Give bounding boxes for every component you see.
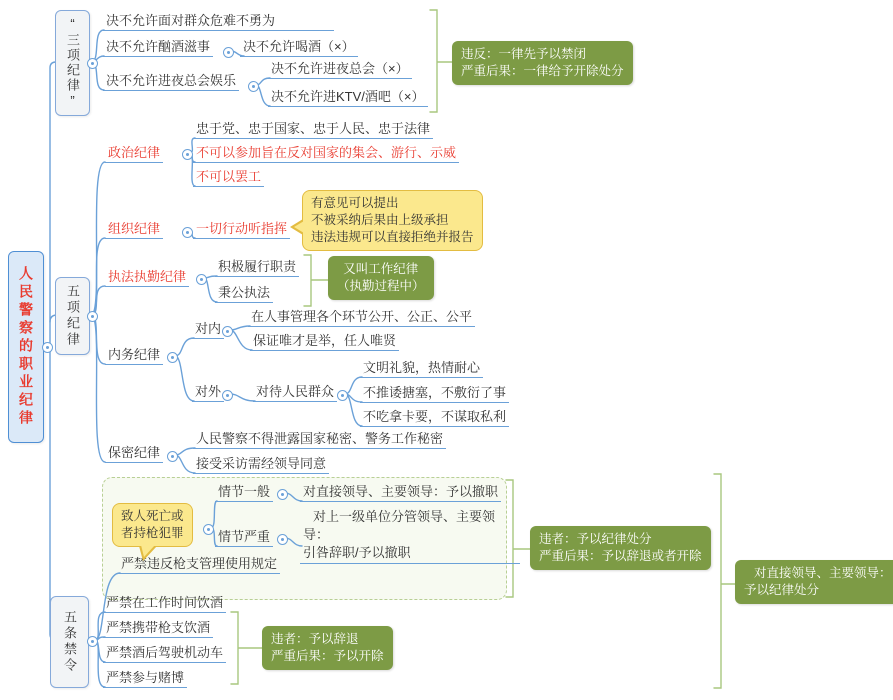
callout-org-notes[interactable] bbox=[302, 190, 483, 251]
topic-obey-commands[interactable]: 一切行动听指挥 bbox=[193, 220, 290, 239]
topic-no-shirking[interactable]: 不推诿搪塞，不敷衍了事 bbox=[360, 384, 509, 403]
topic-secrecy-discipline[interactable]: 保密纪律 bbox=[105, 444, 163, 463]
branch-five-prohibitions-label: 五条禁令 bbox=[62, 610, 77, 674]
collapse-toggle-icon[interactable] bbox=[182, 149, 193, 160]
topic-no-nightclub[interactable]: 决不允许进夜总会（×） bbox=[268, 60, 412, 79]
topic-hr-fairness[interactable]: 在人事管理各个环节公开、公正、公平 bbox=[248, 308, 475, 327]
summary-three-violation-line2: 严重后果：一律给予开除处分 bbox=[461, 64, 624, 78]
topic-general-circumstance[interactable]: 情节一般 bbox=[215, 483, 273, 502]
topic-no-drinking-on-duty[interactable]: 严禁在工作时间饮酒 bbox=[103, 594, 226, 613]
summary-gun-violation-line1: 违者：予以纪律处分 bbox=[539, 532, 652, 546]
branch-three-disciplines-label: “三项纪律” bbox=[65, 16, 80, 110]
topic-no-gun-with-alcohol[interactable]: 严禁携带枪支饮酒 bbox=[103, 619, 213, 638]
collapse-toggle-icon[interactable] bbox=[42, 342, 53, 353]
summary-overall-leaders[interactable] bbox=[735, 560, 893, 604]
topic-no-protest[interactable]: 不可以参加旨在反对国家的集会、游行、示威 bbox=[193, 144, 459, 163]
collapse-toggle-icon[interactable] bbox=[277, 534, 288, 545]
collapse-toggle-icon[interactable] bbox=[87, 311, 98, 322]
topic-polite-patient[interactable]: 文明礼貌，热情耐心 bbox=[360, 359, 483, 378]
branch-five-prohibitions[interactable] bbox=[50, 596, 89, 688]
topic-no-ktv[interactable]: 决不允许进KTV/酒吧（×） bbox=[268, 88, 428, 107]
collapse-toggle-icon[interactable] bbox=[222, 390, 233, 401]
topic-external[interactable]: 对外 bbox=[192, 383, 224, 402]
topic-merit-based[interactable]: 保证唯才是举，任人唯贤 bbox=[250, 332, 399, 351]
summary-three-violation-line1: 违反：一律先予以禁闭 bbox=[461, 47, 587, 61]
collapse-toggle-icon[interactable] bbox=[167, 451, 178, 462]
topic-perform-duties[interactable]: 积极履行职责 bbox=[215, 258, 299, 277]
topic-no-drunk-driving[interactable]: 严禁酒后驾驶机动车 bbox=[103, 644, 226, 663]
collapse-toggle-icon[interactable] bbox=[223, 47, 234, 58]
topic-loyalty[interactable]: 忠于党、忠于国家、忠于人民、忠于法律 bbox=[193, 120, 433, 139]
callout-tail-icon bbox=[141, 545, 155, 557]
callout-tail-icon bbox=[294, 221, 304, 233]
callout-death-line1: 致人死亡或 bbox=[121, 509, 184, 523]
summary-work-discipline-line1: 又叫工作纪律 bbox=[343, 262, 419, 276]
topic-org-discipline[interactable]: 组织纪律 bbox=[105, 220, 163, 239]
summary-overall-line1: 对直接领导、主要领导： bbox=[754, 566, 892, 580]
topic-interview-approval[interactable]: 接受采访需经领导同意 bbox=[193, 455, 329, 474]
topic-political-discipline[interactable]: 政治纪律 bbox=[105, 144, 163, 163]
topic-no-nightclub-entertainment[interactable]: 决不允许进夜总会娱乐 bbox=[103, 72, 239, 91]
summary-ban-violation[interactable] bbox=[262, 626, 393, 670]
summary-work-discipline-line2: （执勤过程中） bbox=[337, 279, 425, 293]
topic-no-bribery[interactable]: 不吃拿卡要，不谋取私利 bbox=[360, 408, 509, 427]
summary-overall-line2: 予以纪律处分 bbox=[744, 583, 820, 597]
summary-ban-violation-line1: 违者：予以辞退 bbox=[271, 632, 359, 646]
topic-severe-circumstance[interactable]: 情节严重 bbox=[215, 528, 273, 547]
collapse-toggle-icon[interactable] bbox=[182, 227, 193, 238]
summary-ban-violation-line2: 严重后果：予以开除 bbox=[271, 649, 384, 663]
callout-org-line3: 违法违规可以直接拒绝并报告 bbox=[311, 230, 474, 244]
topic-internal[interactable]: 对内 bbox=[192, 320, 224, 339]
branch-five-disciplines-label: 五项纪律 bbox=[65, 284, 80, 348]
collapse-toggle-icon[interactable] bbox=[248, 81, 259, 92]
collapse-toggle-icon[interactable] bbox=[167, 352, 178, 363]
callout-org-line1: 有意见可以提出 bbox=[311, 196, 399, 210]
summary-work-discipline[interactable] bbox=[328, 256, 434, 300]
topic-general-result[interactable]: 对直接领导、主要领导：予以撤职 bbox=[300, 483, 501, 502]
callout-death-line2: 者持枪犯罪 bbox=[121, 526, 184, 540]
topic-severe-result[interactable] bbox=[300, 508, 520, 564]
collapse-toggle-icon[interactable] bbox=[222, 326, 233, 337]
collapse-toggle-icon[interactable] bbox=[87, 636, 98, 647]
topic-no-strike[interactable]: 不可以罢工 bbox=[193, 168, 264, 187]
collapse-toggle-icon[interactable] bbox=[203, 524, 214, 535]
branch-three-disciplines[interactable] bbox=[55, 10, 90, 116]
topic-no-drinking[interactable]: 决不允许喝酒（×） bbox=[240, 38, 358, 57]
topic-severe-result-line1: 对上一级单位分管领导、主要领导： bbox=[303, 509, 496, 542]
topic-law-enforcement-discipline[interactable]: 执法执勤纪律 bbox=[105, 268, 189, 287]
summary-gun-violation-line2: 严重后果：予以辞退或者开除 bbox=[539, 549, 702, 563]
summary-gun-violation[interactable] bbox=[530, 526, 711, 570]
root-topic[interactable] bbox=[8, 251, 44, 443]
summary-three-violation[interactable] bbox=[452, 41, 633, 85]
root-topic-label: 人民警察的职业纪律 bbox=[18, 266, 34, 428]
callout-death-or-gun-crime[interactable] bbox=[112, 503, 193, 547]
topic-no-cowardice[interactable]: 决不允许面对群众危难不勇为 bbox=[103, 12, 334, 31]
branch-five-disciplines[interactable] bbox=[55, 277, 90, 355]
topic-treat-the-public[interactable]: 对待人民群众 bbox=[253, 383, 337, 402]
collapse-toggle-icon[interactable] bbox=[277, 489, 288, 500]
collapse-toggle-icon[interactable] bbox=[87, 58, 98, 69]
callout-org-line2: 不被采纳后果由上级承担 bbox=[311, 213, 449, 227]
topic-no-drunken-trouble[interactable]: 决不允许酗酒滋事 bbox=[103, 38, 213, 57]
topic-impartial-enforcement[interactable]: 秉公执法 bbox=[215, 284, 273, 303]
collapse-toggle-icon[interactable] bbox=[196, 274, 207, 285]
topic-no-gambling[interactable]: 严禁参与赌博 bbox=[103, 669, 187, 688]
collapse-toggle-icon[interactable] bbox=[337, 390, 348, 401]
topic-severe-result-line2: 引咎辞职/予以撤职 bbox=[303, 545, 411, 560]
topic-gun-rule[interactable]: 严禁违反枪支管理使用规定 bbox=[118, 555, 280, 574]
topic-internal-discipline[interactable]: 内务纪律 bbox=[105, 346, 163, 365]
topic-no-secret-leaks[interactable]: 人民警察不得泄露国家秘密、警务工作秘密 bbox=[193, 430, 446, 449]
